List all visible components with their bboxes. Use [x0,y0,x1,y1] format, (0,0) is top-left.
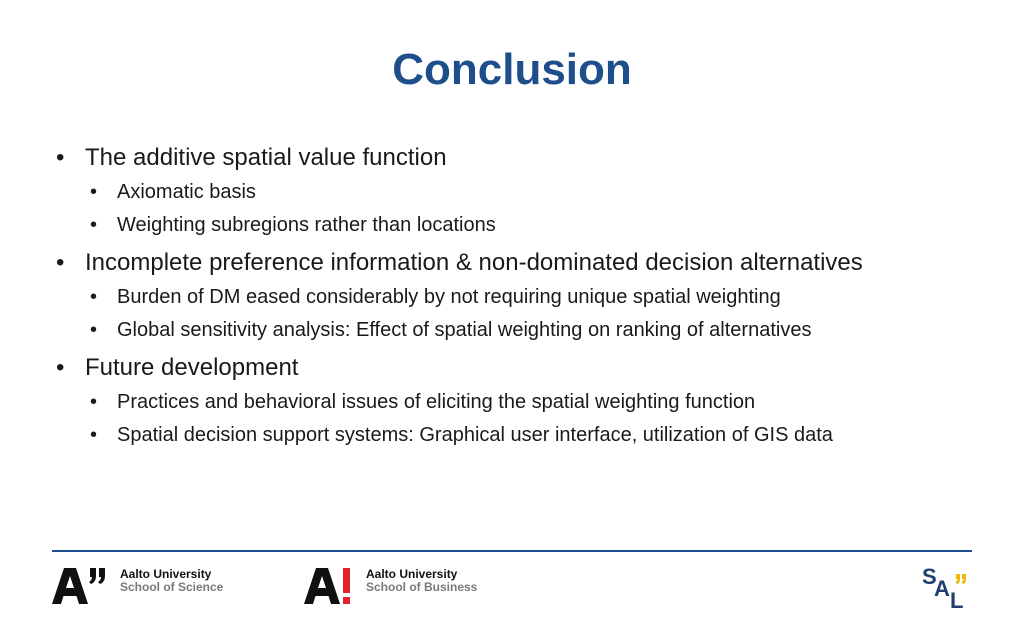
svg-text:L: L [950,588,964,610]
aalto-science-logo-text [120,568,223,594]
bullet-icon: • [56,144,65,171]
sub-bullet-item [56,180,996,205]
bullet-icon: • [90,214,98,236]
bullet-text: Future development [85,354,299,381]
sub-bullet-text: Axiomatic basis [117,181,256,203]
sal-logo-icon [920,562,976,610]
aalto-business-logo [304,566,477,606]
aalto-a-exclamation-logo-icon [304,566,354,606]
sub-bullet-text: Global sensitivity analysis: Effect of spatial weighting on ranking of alternatives [117,319,812,341]
university-name: Aalto University [366,567,458,581]
svg-text:A: A [934,576,950,601]
sub-bullet-item [56,318,996,343]
school-name: School of Science [120,580,224,594]
svg-text:S: S [922,564,937,589]
sub-bullet-item [56,285,996,310]
slide-title: Conclusion [392,45,632,94]
bullet-icon: • [90,319,98,341]
bullet-icon: • [90,391,98,413]
bullet-icon: • [56,354,65,381]
university-name: Aalto University [120,567,212,581]
school-name: School of Business [366,580,478,594]
sub-bullet-item [56,390,996,415]
bullet-icon: • [90,181,98,203]
aalto-science-logo [52,566,223,606]
bullet-text: Incomplete preference information & non-dominated decision alternatives [85,249,863,276]
bullet-item [56,354,996,382]
sub-bullet-text: Practices and behavioral issues of eliciting the spatial weighting function [117,391,756,413]
bullet-item [56,144,996,172]
aalto-a-quote-logo-icon [52,566,108,606]
bullet-item [56,249,996,277]
footer-divider [52,550,972,552]
bullet-icon: • [56,249,65,276]
aalto-business-logo-text [366,568,477,594]
sub-bullet-item [56,213,996,238]
bullet-icon: • [90,424,98,446]
sub-bullet-item [56,423,996,448]
bullet-list [56,140,996,448]
sub-bullet-text: Spatial decision support systems: Graphical user interface, utilization of GIS data [117,424,833,446]
bullet-text: The additive spatial value function [85,144,447,171]
sub-bullet-text: Weighting subregions rather than locations [117,214,496,236]
bullet-icon: • [90,286,98,308]
sub-bullet-text: Burden of DM eased considerably by not requiring unique spatial weighting [117,286,781,308]
